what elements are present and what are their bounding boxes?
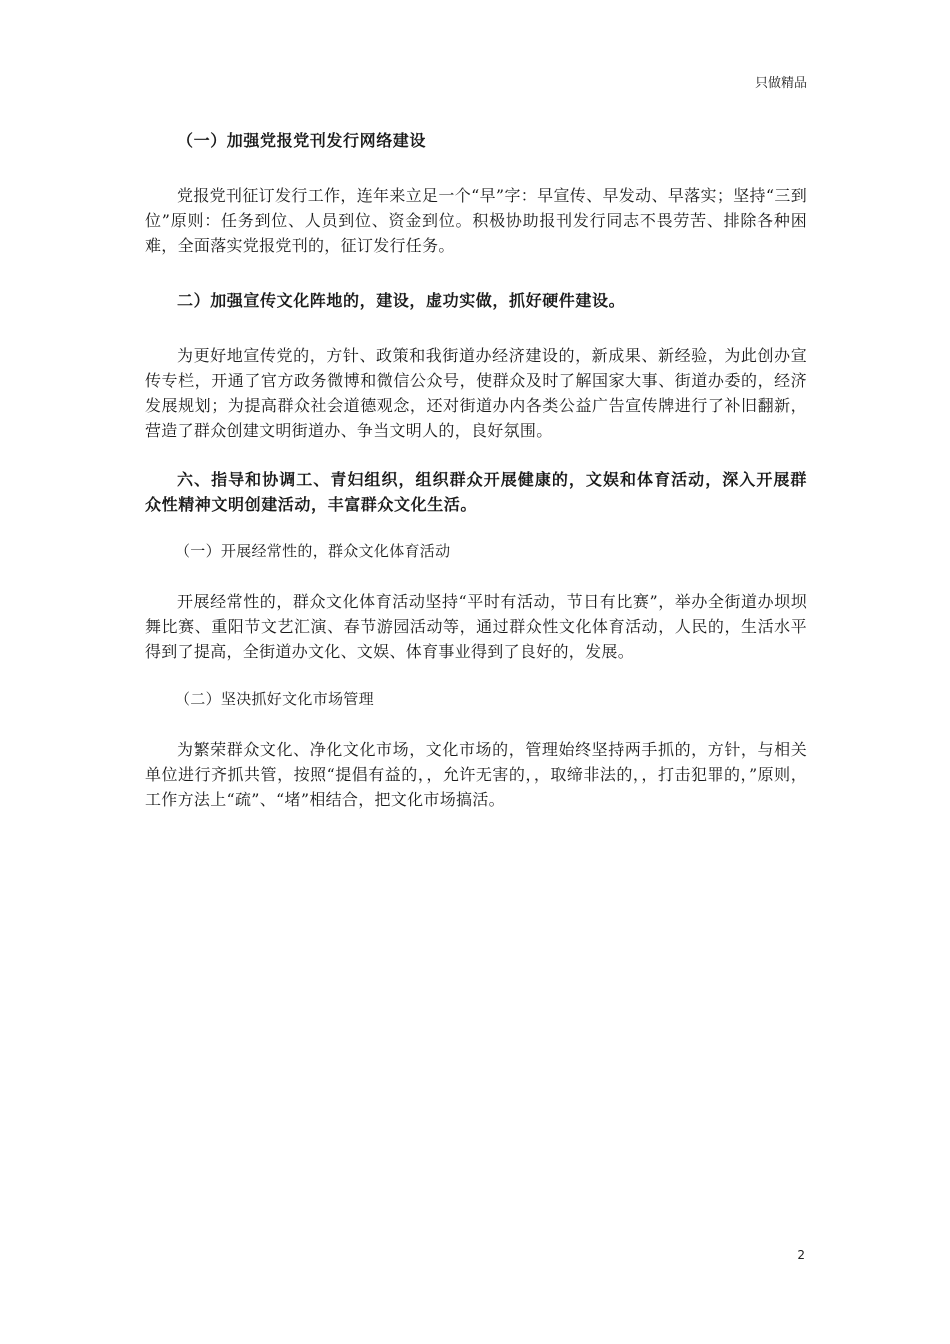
paragraph-market-management: 为繁荣群众文化、净化文化市场，文化市场的，管理始终坚持两手抓的，方针，与相关单位进行齐抓共管，按照“提倡有益的，，允许无害的，，取缔非法的，，打击犯罪的，”原则，工作方法上“疏”、“堵”相结合，把文化市场搞活。 [145,740,807,809]
section-heading-party-newspaper: （一）加强党报党刊发行网络建设 [177,131,427,150]
subheading-regular-activities: （一）开展经常性的，群众文化体育活动 [175,542,451,560]
document-body [145,128,807,812]
header-note: 只做精品 [754,76,807,91]
subheading-market-management: （二）坚决抓好文化市场管理 [175,690,374,708]
paragraph-propaganda-venues: 为更好地宣传党的，方针、政策和我街道办经济建设的，新成果、新经验，为此创办宣传专栏，开通了官方政务微博和微信公众号，使群众及时了解国家大事、街道办委的，经济发展规划；为提高群众社会道德观念，还对街道办内各类公益广告宣传牌进行了补旧翻新，营造了群众创建文明街道办、争当文明人的，良好氛围。 [145,346,807,440]
paragraph-newspaper-distribution: 党报党刊征订发行工作，连年来立足一个“早”字：早宣传、早发动、早落实；坚持“三到位”原则：任务到位、人员到位、资金到位。积极协助报刊发行同志不畏劳苦、排除各种困难，全面落实党报党刊的，征订发行任务。 [145,186,807,255]
section-heading-six-culture-sports: 六、指导和协调工、青妇组织，组织群众开展健康的，文娱和体育活动，深入开展群众性精神文明创建活动，丰富群众文化生活。 [145,470,807,514]
section-heading-propaganda-venues: 二）加强宣传文化阵地的，建设，虚功实做，抓好硬件建设。 [177,291,626,310]
paragraph-regular-activities: 开展经常性的，群众文化体育活动坚持“平时有活动，节日有比赛”，举办全街道办坝坝舞比赛、重阳节文艺汇演、春节游园活动等，通过群众性文化体育活动，人民的，生活水平得到了提高，全街道办文化、文娱、体育事业得到了良好的，发展。 [145,592,807,661]
page-number: 2 [797,1248,805,1262]
